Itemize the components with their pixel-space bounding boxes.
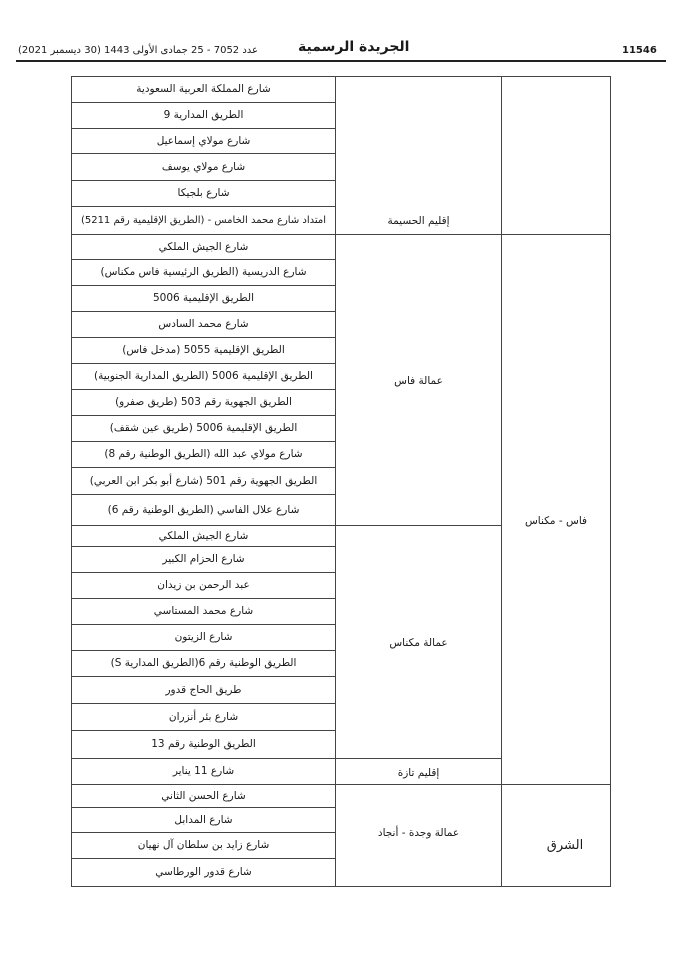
- table-cell-street: شارع 11 يناير: [172, 765, 235, 777]
- table-cell-street: الطريق الوطنية رقم 6(الطريق المدارية S): [110, 657, 297, 669]
- table-cell-prefecture: عمالة وجدة - أنجاد: [377, 827, 460, 839]
- table-cell-street: الطريق الجهوية رقم 501 (شارع أبو بكر ابن العربي): [89, 474, 318, 487]
- table-cell-street: الطريق الإقليمية 5006: [152, 292, 255, 304]
- region-separator-1: [501, 234, 611, 235]
- table-cell-area: الشرق: [546, 837, 584, 853]
- table-cell-street: شارع مولاي يوسف: [161, 160, 246, 173]
- table-cell-street: شارع مولاي عبد الله (الطريق الوطنية رقم 8): [104, 448, 303, 460]
- table-cell-street: شارع المدابل: [174, 813, 233, 826]
- column-divider-prefecture: [501, 76, 502, 886]
- table-cell-street: الطريق الإقليمية 5006 (الطريق المدارية الجنوبية): [94, 370, 313, 382]
- table-cell-street: الطريق الجهوية رقم 503 (طريق صفرو): [115, 396, 292, 408]
- table-border-right: [610, 76, 611, 886]
- table-cell-street: الطريق الإقليمية 5006 (طريق عين شقف): [109, 422, 298, 434]
- table-cell-street: شارع علال الفاسي (الطريق الوطنية رقم 6): [107, 503, 300, 516]
- table-cell-street: شارع المملكة العربية السعودية: [136, 83, 271, 95]
- table-border-bottom: [71, 886, 611, 887]
- table-cell-street: شارع الحزام الكبير: [162, 553, 245, 565]
- table-cell-street: شارع محمد السادس: [158, 318, 249, 330]
- prefecture-separator-3: [335, 758, 501, 759]
- table-cell-street: شارع زايد بن سلطان آل نهيان: [137, 839, 270, 851]
- table-cell-street: شارع بلجيكا: [177, 187, 230, 199]
- table-cell-street: عبد الرحمن بن زيدان: [157, 579, 250, 591]
- table-cell-street: شارع قدور الورطاسي: [155, 866, 252, 878]
- journal-title: الجريدة الرسمية: [298, 39, 410, 55]
- table-cell-street: الطريق المدارية 9: [163, 109, 244, 121]
- issue-line: عدد 7052 - 25 جمادى الأولى 1443 (30 ديسمبر 2021): [18, 45, 259, 56]
- table-cell-region: فاس - مكناس: [524, 515, 588, 527]
- table-cell-street: شارع الزيتون: [174, 631, 233, 643]
- table-cell-prefecture: إقليم تازة: [397, 767, 440, 779]
- prefecture-separator-2: [335, 525, 501, 526]
- table-cell-street: الطريق الإقليمية 5055 (مدخل فاس): [122, 344, 285, 356]
- table-cell-street: شارع الجيش الملكي: [158, 529, 249, 542]
- table-cell-street: امتداد شارع محمد الخامس - (الطريق الإقليمية رقم 5211): [80, 214, 327, 226]
- table-cell-street: شارع مولاي إسماعيل: [156, 134, 251, 147]
- header-rule: [16, 60, 666, 62]
- table-cell-street: الطريق الوطنية رقم 13: [151, 738, 256, 750]
- table-cell-street: شارع بئر أنزران: [168, 710, 239, 723]
- table-cell-prefecture: إقليم الحسيمة: [387, 215, 450, 227]
- table-cell-prefecture: عمالة مكناس: [389, 637, 448, 649]
- region-separator-2: [335, 784, 611, 785]
- table-cell-street: شارع الدريسية (الطريق الرئيسية فاس مكناس): [100, 266, 307, 278]
- page-number: 11546: [622, 45, 657, 56]
- prefecture-separator-1: [335, 234, 501, 235]
- table-cell-street: شارع الحسن الثاني: [161, 789, 246, 802]
- table-cell-street: شارع محمد المستاسي: [153, 605, 254, 617]
- table-cell-prefecture: عمالة فاس: [394, 375, 443, 387]
- table-cell-street: شارع الجيش الملكي: [158, 240, 249, 253]
- table-cell-street: طريق الحاج قدور: [165, 683, 242, 696]
- page-header: [0, 0, 682, 60]
